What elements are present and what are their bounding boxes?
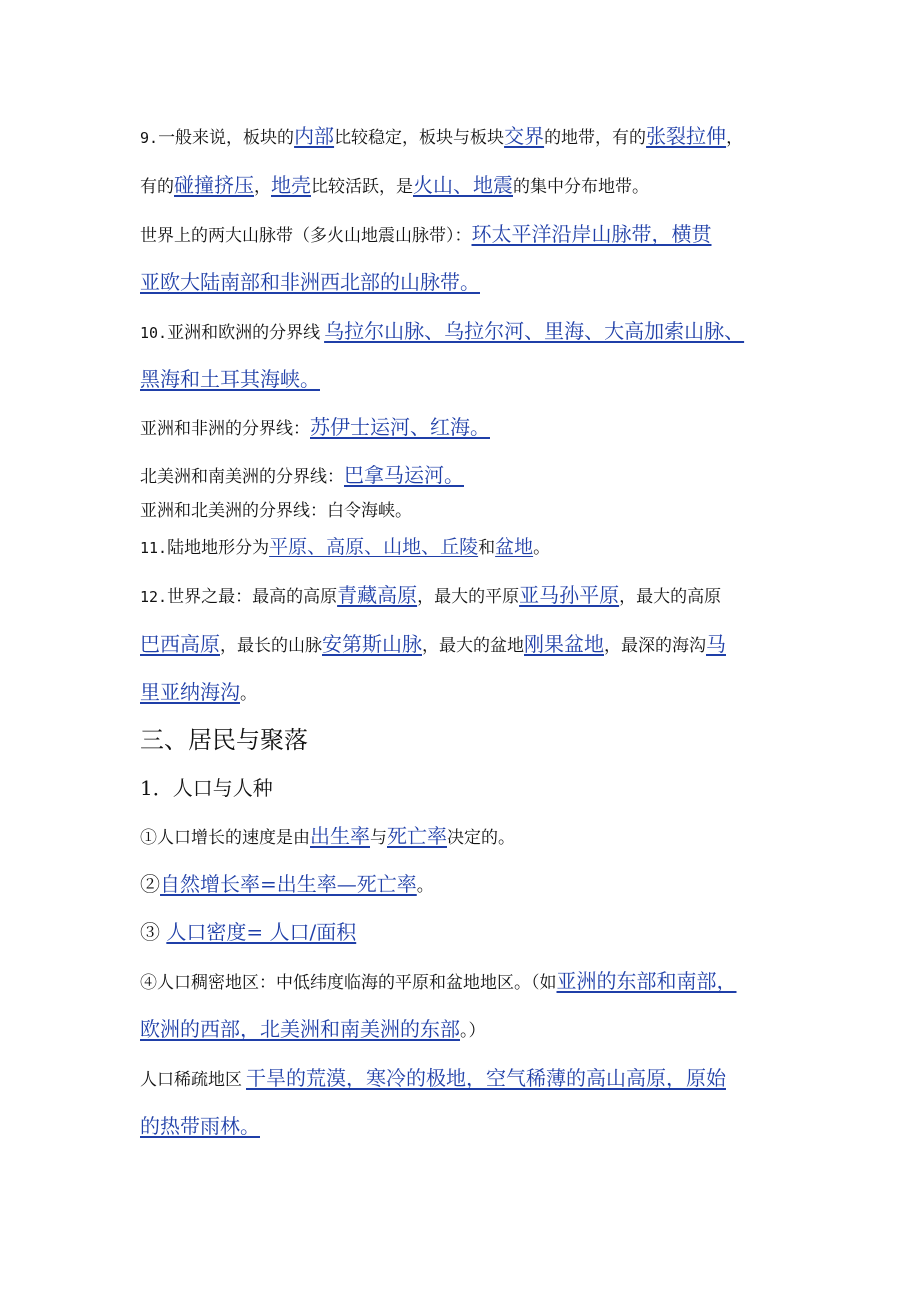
answer-asia-europe: 乌拉尔山脉、乌拉尔河、里海、大高加索山脉、: [324, 319, 745, 343]
answer-belts: 环太平洋沿岸山脉带，横贯: [471, 222, 712, 246]
text: 亚洲和非洲的分界线：: [140, 419, 310, 439]
answer-brazil: 巴西高原: [140, 632, 220, 656]
sparse-areas-line-1: [140, 1066, 726, 1092]
item-number: 10.: [140, 324, 168, 342]
item-12-line-1: [140, 583, 721, 609]
item-10-line-3: [140, 415, 490, 441]
text: ，最长的山脉: [220, 636, 322, 656]
answer-tibet: 青藏高原: [337, 583, 418, 607]
text: ，: [254, 177, 271, 197]
answer-landforms: 平原、高原、山地、丘陵: [269, 536, 479, 558]
text: 的集中分布地带。: [513, 177, 649, 197]
answer-sparse-areas-cont: 的热带雨林。: [140, 1114, 260, 1138]
subsection-heading: 1．人口与人种: [140, 776, 273, 800]
population-item-3: [140, 920, 356, 946]
text: 世界之最：最高的高原: [167, 587, 338, 607]
text: ，最大的平原: [417, 587, 520, 607]
answer-sparse-areas: 干旱的荒漠，寒冷的极地，空气稀薄的高山高原，原始: [246, 1066, 726, 1090]
text: ③: [140, 920, 167, 944]
text: 。: [533, 538, 551, 558]
item-11: [140, 535, 550, 560]
text: ，: [726, 128, 744, 148]
answer-americas: 巴拿马运河。: [344, 463, 464, 487]
answer-asia-africa: 苏伊士运河、红海。: [310, 415, 490, 439]
item-number: 12.: [140, 588, 168, 606]
text: 亚洲和北美洲的分界线：白令海峡。: [140, 501, 412, 521]
answer-dense-areas: 亚洲的东部和南部，: [556, 969, 737, 993]
item-10-line-2: [140, 367, 320, 393]
answer-andes: 安第斯山脉: [322, 632, 422, 656]
text: 比较活跃，是: [311, 177, 413, 197]
item-9-line-1: [140, 124, 743, 150]
text: ，最大的盆地: [422, 636, 524, 656]
item-10-line-5: [140, 499, 412, 523]
answer-congo: 刚果盆地: [524, 632, 604, 656]
answer-crust: 地壳: [271, 173, 311, 197]
population-item-4-line-2: [140, 1017, 486, 1043]
answer-density: 人口密度= 人口/面积: [166, 920, 357, 944]
item-number: 11.: [140, 539, 168, 557]
answer-collision: 碰撞挤压: [174, 173, 254, 197]
answer-death-rate: 死亡率: [387, 824, 447, 848]
answer-birth-rate: 出生率: [310, 824, 370, 848]
text: ，最大的高原: [619, 587, 722, 607]
text: 一般来说，板块的: [158, 128, 295, 148]
text: 决定的。: [447, 828, 515, 848]
item-number: 9.: [140, 129, 159, 147]
answer-volcano-earthquake: 火山、地震: [413, 173, 513, 197]
answer-inner: 内部: [294, 124, 335, 148]
answer-boundary: 交界: [504, 124, 545, 148]
answer-mariana: 马: [706, 632, 726, 656]
item-10-line-1: [140, 319, 744, 345]
answer-dense-areas-cont: 欧洲的西部，北美洲和南美洲的东部: [140, 1017, 460, 1041]
text: ④人口稠密地区：中低纬度临海的平原和盆地地区。（如: [140, 973, 557, 993]
text: 世界上的两大山脉带（多火山地震山脉带）：: [140, 226, 472, 246]
answer-basin: 盆地: [495, 536, 534, 558]
mountain-belts-line-2: [140, 270, 480, 296]
sparse-areas-line-2: [140, 1114, 260, 1140]
population-item-4-line-1: [140, 969, 737, 995]
text: 与: [370, 828, 387, 848]
item-10-line-4: [140, 463, 464, 489]
answer-natural-growth: 自然增长率=出生率—死亡率: [160, 872, 417, 896]
text: 人口稀疏地区: [140, 1070, 242, 1090]
text: 有的: [140, 177, 174, 197]
mountain-belts-line-1: [140, 222, 712, 248]
answer-mariana-cont: 里亚纳海沟: [140, 680, 240, 704]
text: 比较稳定，板块与板块: [334, 128, 505, 148]
answer-rifting: 张裂拉伸: [646, 124, 727, 148]
text: 的地带，有的: [544, 128, 647, 148]
text: ②: [140, 872, 160, 896]
text: 北美洲和南美洲的分界线：: [140, 467, 344, 487]
item-9-line-2: [140, 173, 649, 199]
text: 。: [240, 684, 257, 704]
population-item-1: [140, 824, 515, 850]
population-item-2: [140, 872, 434, 898]
section-heading: 三、居民与聚落: [140, 726, 308, 754]
item-12-line-2: [140, 632, 726, 658]
text: 亚洲和欧洲的分界线: [167, 323, 321, 343]
answer-asia-europe-cont: 黑海和土耳其海峡。: [140, 367, 320, 391]
item-12-line-3: [140, 680, 257, 706]
text: 和: [478, 538, 496, 558]
text: ①人口增长的速度是由: [140, 828, 310, 848]
answer-belts-cont: 亚欧大陆南部和非洲西北部的山脉带。: [140, 270, 480, 294]
text: 。: [416, 876, 434, 896]
text: ，最深的海沟: [604, 636, 706, 656]
text: 陆地地形分为: [167, 538, 270, 558]
answer-amazon: 亚马孙平原: [519, 583, 620, 607]
text: 。）: [460, 1021, 486, 1041]
